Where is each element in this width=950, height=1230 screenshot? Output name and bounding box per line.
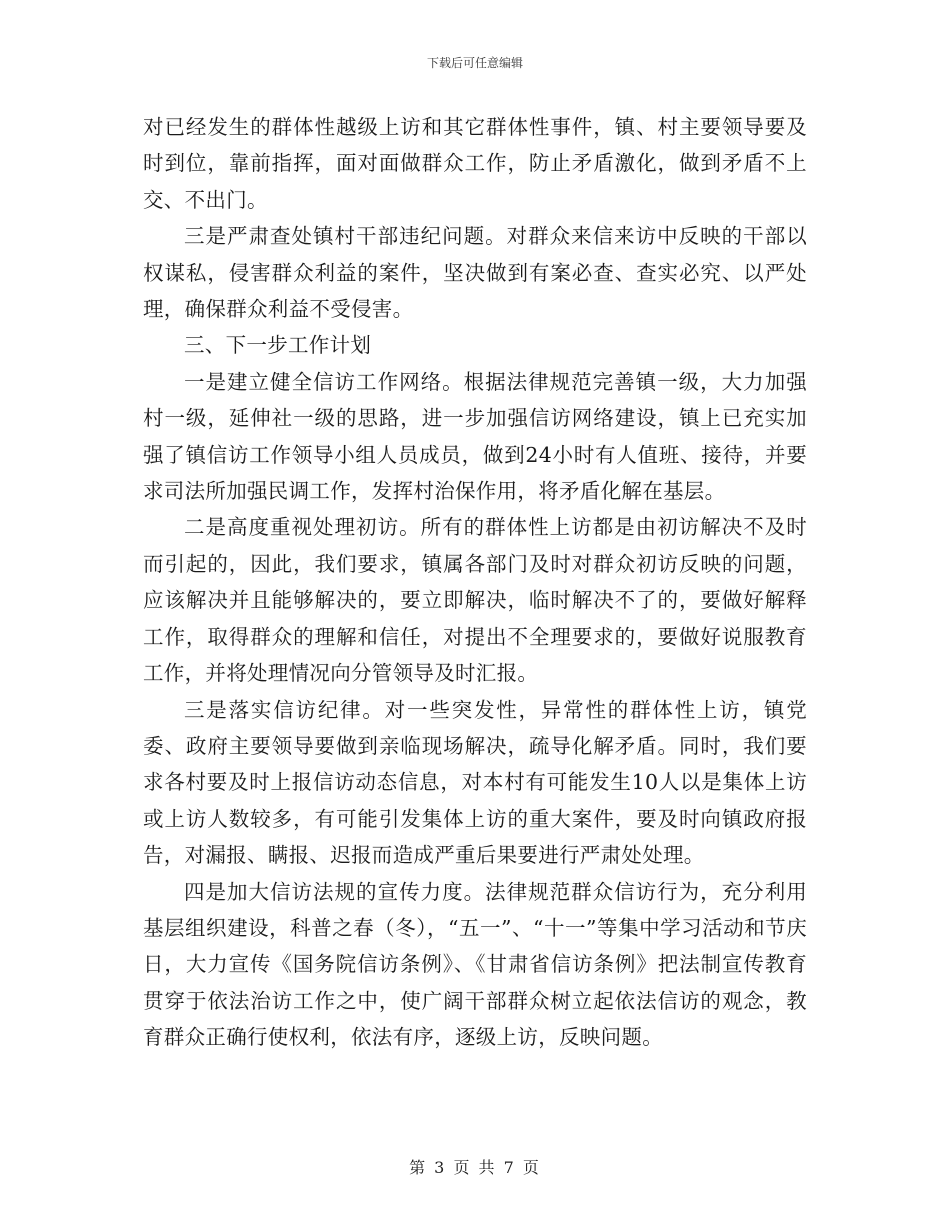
paragraph-continuation: 对已经发生的群体性越级上访和其它群体性事件，镇、村主要领导要及时到位，靠前指挥，面对面做群众工作，防止矛盾激化，做到矛盾不上交、不出门。 bbox=[143, 115, 807, 212]
paragraph-petition-discipline: 三是落实信访纪律。对一些突发性，异常性的群体性上访，镇党委、政府主要领导要做到亲临现场解决，疏导化解矛盾。同时，我们要求各村要及时上报信访动态信息，对本村有可能发生10人以是集体上访或上访人数较多，有可能引发集体上访的重大案件，要及时向镇政府报告，对漏报、瞒报、迟报而造成严重后果要进行严肃处处理。 bbox=[143, 697, 807, 868]
section-heading-next-plan: 三、下一步工作计划 bbox=[184, 333, 372, 358]
paragraph-publicity: 四是加大信访法规的宣传力度。法律规范群众信访行为，充分利用基层组织建设，科普之春（冬），“五一”、“十一”等集中学习活动和节庆日，大力宣传《国务院信访条例》、《甘肃省信访条例》把法制宣传教育贯穿于依法治访工作之中，使广阔干部群众树立起依法信访的观念，教育群众正确行使权利，依法有序，逐级上访，反映问题。 bbox=[143, 879, 807, 1050]
paragraph-investigate-violations: 三是严肃查处镇村干部违纪问题。对群众来信来访中反映的干部以权谋私，侵害群众利益的案件，坚决做到有案必查、查实必究、以严处理，确保群众利益不受侵害。 bbox=[143, 224, 807, 322]
page-footer: 第 3 页 共 7 页 bbox=[409, 1158, 541, 1177]
page-header: 下载后可任意编辑 bbox=[426, 56, 523, 70]
paragraph-petition-network: 一是建立健全信访工作网络。根据法律规范完善镇一级，大力加强村一级，延伸社一级的思路，进一步加强信访网络建设，镇上已充实加强了镇信访工作领导小组人员成员，做到24小时有人值班、接待，并要求司法所加强民调工作，发挥村治保作用，将矛盾化解在基层。 bbox=[143, 369, 807, 504]
paragraph-initial-petition: 二是高度重视处理初访。所有的群体性上访都是由初访解决不及时而引起的，因此，我们要求，镇属各部门及时对群众初访反映的问题，应该解决并且能够解决的，要立即解决，临时解决不了的，要做好解释工作，取得群众的理解和信任，对提出不全理要求的，要做好说服教育工作，并将处理情况向分管领导及时汇报。 bbox=[143, 515, 807, 686]
document-body bbox=[143, 109, 807, 1056]
